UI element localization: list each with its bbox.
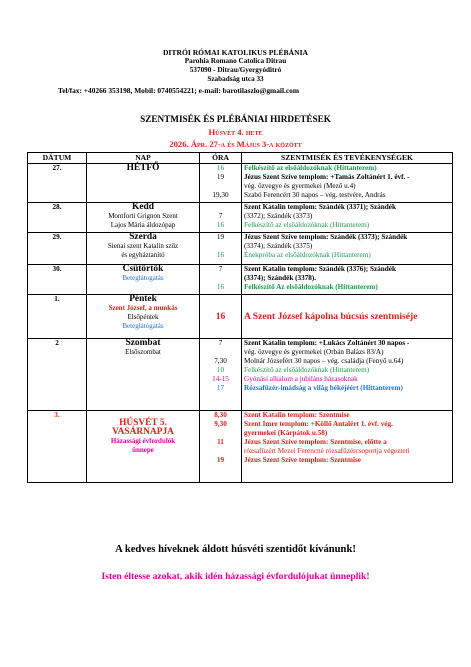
- row-date: 30.: [28, 265, 87, 295]
- row-day: Péntek: [129, 294, 157, 304]
- item: (3374); Szándék (3375): [244, 242, 313, 251]
- item: Szabó Ferencért 30 napos – vég. testvére, András: [244, 191, 386, 200]
- parish-street: Szabadság utca 33: [207, 75, 264, 83]
- row-day-cell: [87, 203, 200, 233]
- row-date: 3.: [28, 411, 87, 483]
- row-day: HÚSVÉT 5.: [119, 418, 167, 428]
- item: Felkészítő az elsőáldozóknak (Hittanterem): [244, 164, 377, 172]
- item: Szent Imre templom: +Köllő Antalért 1. évf. vég.: [244, 420, 393, 429]
- item: (3372); Szándék (3373): [244, 212, 313, 221]
- row-day-cell: [87, 295, 200, 339]
- table-header-row: [28, 153, 453, 164]
- parish-name-ro: Parohia Romano Catolica Ditrau: [184, 57, 287, 65]
- row-day-sub: Montforti Grignon Szent: [108, 212, 178, 221]
- parish-name: DITRÓI RÓMAI KATOLIKUS PLÉBÁNIA: [162, 48, 309, 57]
- time: 16: [216, 283, 225, 292]
- row-items: [242, 203, 453, 233]
- item: A Szent József kápolna búcsús szentmiséje: [244, 310, 418, 322]
- item: Jézus Szent Szíve templom: Szentmise, előtte a: [244, 438, 387, 447]
- time: [202, 348, 239, 357]
- item: Rózsafüzér-imádság a világ békéjéért (Hittanterem): [244, 384, 403, 393]
- time: 19: [216, 456, 225, 465]
- item: vég. özvegye és gyermekei (Orbán Balázs 83/A): [244, 348, 384, 357]
- header-day: NAP: [87, 153, 200, 164]
- table-row: [28, 164, 453, 203]
- item: vég. özvegye és gyermekei (Mező u.4): [244, 182, 356, 191]
- item: (3374); Szándék (3378).: [244, 274, 317, 283]
- row-day-cell: [87, 164, 200, 203]
- row-date: 2: [28, 339, 87, 411]
- row-day-sub: Lajos Mária áldozópap: [110, 221, 176, 230]
- row-times: [200, 339, 242, 411]
- time: 7: [218, 212, 223, 221]
- row-day-sub: és egyháztanító: [121, 251, 165, 260]
- time: 17: [216, 384, 225, 393]
- row-day-sub: Beteglátogatás: [122, 274, 164, 283]
- header-time: ÓRA: [200, 153, 242, 164]
- item: rózsafüzért Mezei Ferencné rózsafüzércsoportja végezteti: [244, 447, 410, 456]
- row-day: Szombat: [125, 338, 161, 348]
- time: [202, 242, 239, 251]
- item: Szent Katalin templom: Szándék (3371); Szándék: [244, 203, 396, 211]
- header-date: DÁTUM: [28, 153, 87, 164]
- row-times: [200, 411, 242, 483]
- time: 7: [218, 339, 223, 347]
- row-times: [200, 203, 242, 233]
- row-date: 27.: [28, 164, 87, 203]
- bulletin-week: Húsvét 4. hete: [208, 127, 263, 137]
- row-items: [242, 411, 453, 483]
- anniversary-greeting: Isten éltesse azokat, akik idén házassági évfordulójukat ünneplik!: [101, 571, 370, 582]
- time: [202, 447, 239, 456]
- item: Felkészítő Az elsőáldozóknak (Hittanterem): [244, 283, 378, 292]
- row-day: Szerda: [129, 232, 157, 242]
- time: 19: [216, 173, 225, 182]
- table-row: [28, 411, 453, 483]
- item: Énekpróba az elsőáldozóknak (Hittanterem): [244, 251, 371, 260]
- row-day-cell: [87, 411, 200, 483]
- row-times: [200, 164, 242, 203]
- time: 11: [217, 438, 224, 447]
- row-date: 29.: [28, 233, 87, 265]
- time: 19: [216, 233, 225, 241]
- row-items: [242, 233, 453, 265]
- row-date: 28.: [28, 203, 87, 233]
- time: 8,30: [214, 411, 227, 419]
- row-day: VASÁRNAPJA: [112, 427, 174, 438]
- parish-postal: 537090 - Ditrau/Gyergyóditró: [189, 66, 282, 74]
- table-row: [28, 203, 453, 233]
- time: 9,30: [214, 420, 227, 429]
- row-items: [242, 339, 453, 411]
- item: gyermekei (Kárpátok u.58): [244, 429, 328, 438]
- row-times: [200, 265, 242, 295]
- item: Jézus Szent Szíve templom: +Tamás Zoltánért 1. évf. -: [244, 173, 410, 182]
- time: [202, 429, 239, 438]
- item: Szent Katalin templom: Szándék (3376); Szándék: [244, 265, 396, 273]
- row-day: Csütörtök: [122, 264, 164, 274]
- item: Jézus Szent Szíve templom: Szándék (3373); Szándék: [244, 233, 408, 241]
- time: 10: [216, 366, 225, 375]
- time: 14-15: [212, 375, 229, 384]
- bulletin-title: SZENTMISÉK ÉS PLÉBÁNIAI HIRDETÉSEK: [140, 114, 331, 124]
- time: 16: [216, 164, 225, 172]
- item: Felkészítő az elsőáldozóknak (Hittanterem): [244, 221, 370, 230]
- table-row: [28, 265, 453, 295]
- time: [202, 203, 239, 212]
- item: Szent Katalin templom: +Lukács Zoltánért 30 napos -: [244, 339, 410, 347]
- time: [202, 274, 239, 283]
- row-day: HÉTFŐ: [126, 163, 160, 173]
- item: Szent Katalin templom: Szentmise: [244, 411, 350, 419]
- row-times: [200, 233, 242, 265]
- parish-contact: Tel/fax: +40266 353198, Mobil: 0740554221; e-mail: barotilaszlo@gmail.com: [58, 86, 299, 95]
- row-day-sub: Elsőpéntek: [127, 313, 159, 322]
- time: 16: [215, 310, 226, 322]
- easter-greeting: A kedves híveknek áldott húsvéti szentidőt kívánunk!: [115, 544, 356, 555]
- time: 7: [218, 265, 223, 273]
- bulletin-date-range: 2026. Ápr. 27-a és Május 3-a között: [169, 139, 302, 149]
- row-day: Kedd: [132, 202, 154, 212]
- row-items: [242, 164, 453, 203]
- item: Molnár Józsefért 30 napos – vég. családja (Fenyő u.64): [244, 357, 404, 366]
- time: [202, 182, 239, 191]
- row-date: 1.: [28, 295, 87, 339]
- row-day-sub: Házassági évfordulók: [110, 437, 176, 446]
- item: Gyónási alkalom a jubiláns házasoknak: [244, 375, 358, 384]
- row-day-sub: Elsőszombat: [125, 348, 161, 357]
- table-row: [28, 233, 453, 265]
- time: 19,30: [212, 191, 229, 200]
- item: Jézus Szent Szíve templom: Szentmise: [244, 456, 361, 465]
- time: 7,30: [214, 357, 227, 366]
- time: 16: [216, 251, 225, 260]
- row-times: [200, 295, 242, 339]
- item: Felkészítő az elsőáldozóknak (Hittanterem): [244, 366, 370, 375]
- row-items: [242, 295, 453, 339]
- table-row: [28, 295, 453, 339]
- header-program: SZENTMISÉK ÉS TEVÉKENYSÉGEK: [242, 153, 453, 164]
- row-day-sub: Beteglátȯgatás: [122, 322, 164, 331]
- row-items: [242, 265, 453, 295]
- table-row: [28, 339, 453, 411]
- row-day-cell: [87, 233, 200, 265]
- row-day-cell: [87, 265, 200, 295]
- row-day-sub: Szent József, a munkás: [108, 304, 178, 313]
- time: 16: [216, 221, 225, 230]
- row-day-sub: ünnepe: [132, 446, 154, 455]
- schedule-table: [27, 152, 453, 483]
- row-day-cell: [87, 339, 200, 411]
- row-day-sub: Sienai szent Katalin szűz: [107, 242, 179, 251]
